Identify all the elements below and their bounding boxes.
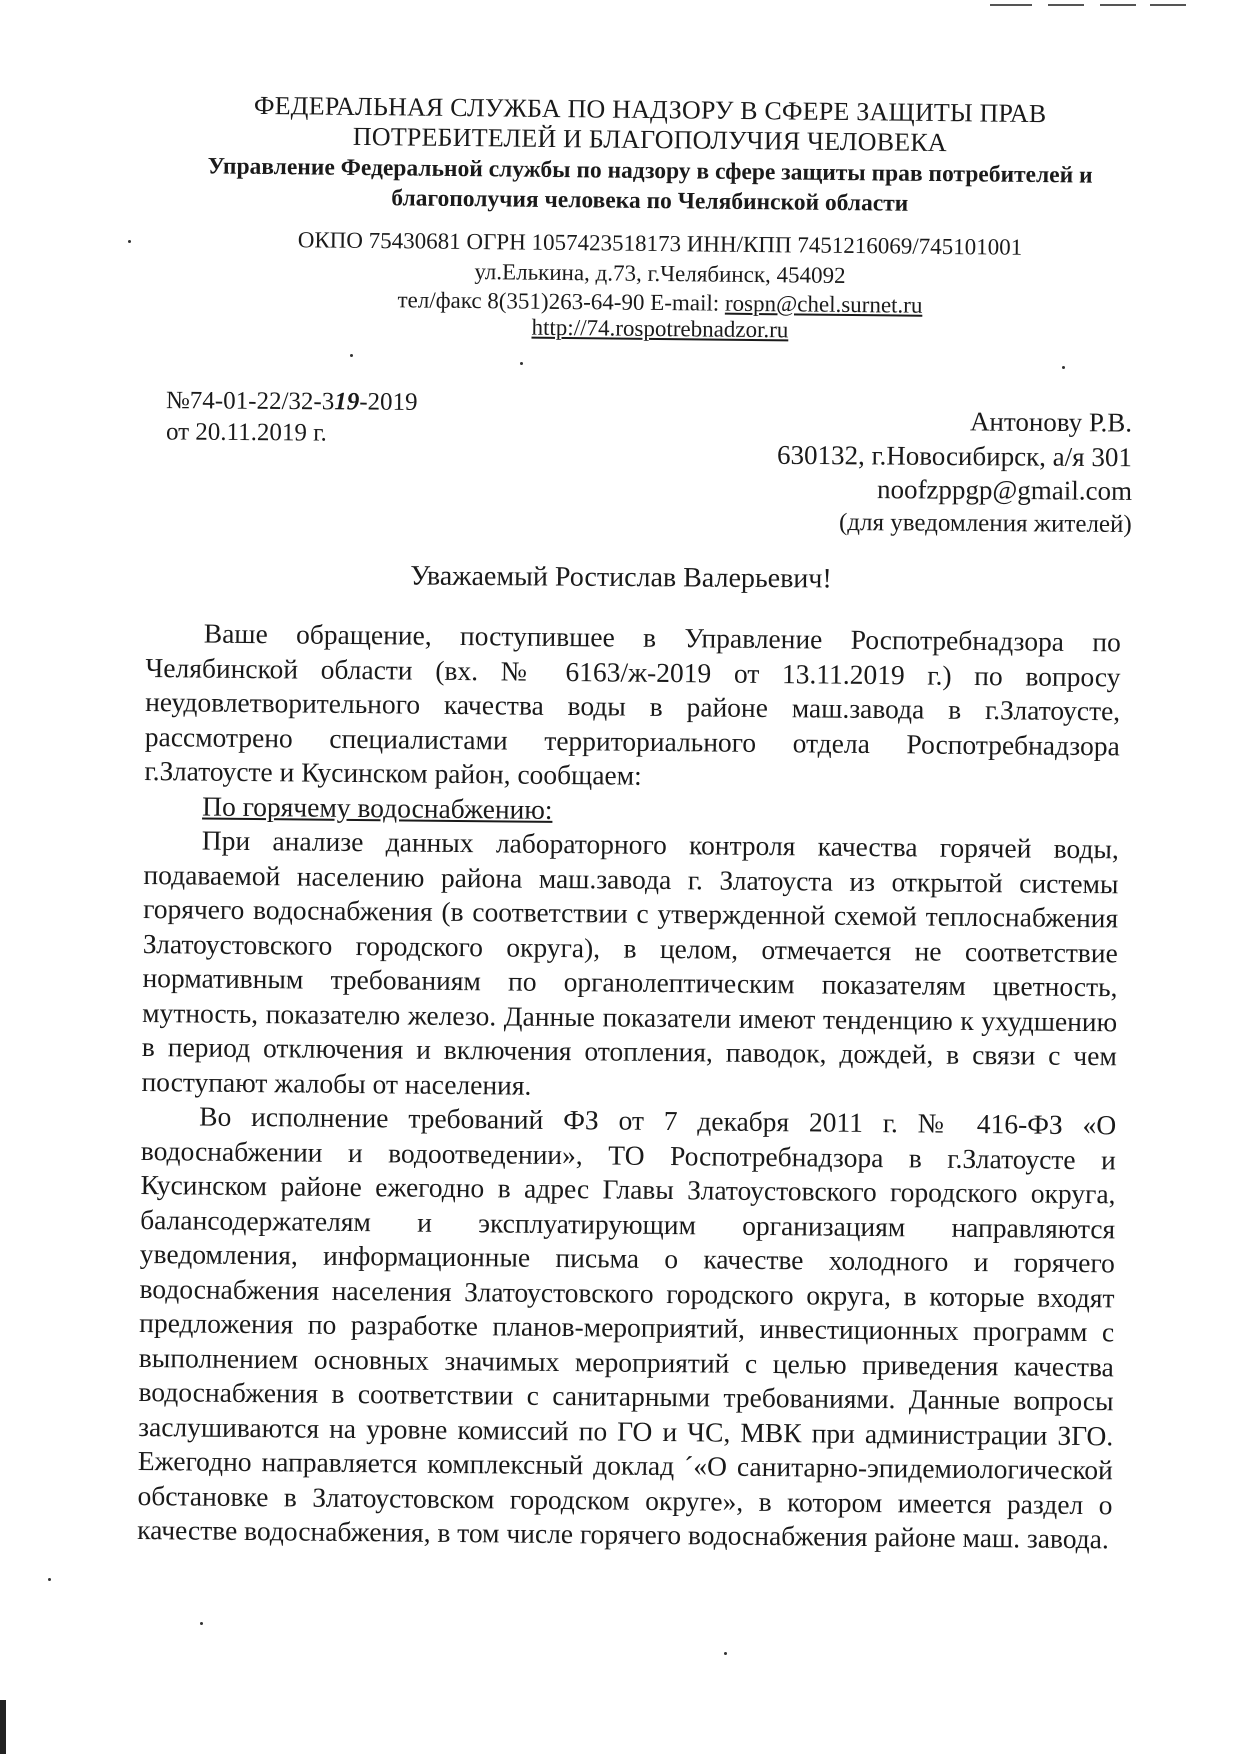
paragraph-lab-analysis: При анализе данных лабораторного контроля качества горячей воды, подаваемой населению района маш.завода г. Златоуста из открытой системы горячего водоснабжения (в соответствии с утвержденной схемой теплоснабжения Златоустовского городского округа), в целом, отмечается не соответствие нормативным требованиям по органолептическим показателям цветность, мутность, показателю железо. Данные показатели имеют тенденцию к ухудшению в период отключения и включения отопления, паводок, дождей, в связи с чем поступают жалобы от населения. xyxy=(141,824,1119,1101)
scan-speck xyxy=(350,354,353,357)
phone-fax: тел/факс 8(351)263-64-90 E-mail: xyxy=(397,287,726,316)
scan-mark-top xyxy=(1048,4,1084,6)
reference-date: от 20.11.2019 г. xyxy=(165,418,327,447)
postal-address: ул.Елькина, д.73, г.Челябинск, 454092 xyxy=(474,259,846,288)
scan-speck xyxy=(48,1578,51,1581)
scan-speck xyxy=(128,240,131,243)
scan-speck xyxy=(200,1622,203,1625)
recipient-note: (для уведомления жителей) xyxy=(839,508,1133,539)
scan-edge-bar xyxy=(0,1700,6,1754)
letter-body xyxy=(137,616,1121,1557)
agency-name: ФЕДЕРАЛЬНАЯ СЛУЖБА ПО НАДЗОРУ В СФЕРЕ ЗАЩИТЫ ПРАВ ПОТРЕБИТЕЛЕЙ И БЛАГОПОЛУЧИЯ ЧЕЛОВЕКА xyxy=(253,90,1047,158)
scan-mark-top xyxy=(1100,4,1136,6)
recipient-name: Антонову Р.В. xyxy=(969,406,1133,438)
paragraph-measures: Во исполнение требований ФЗ от 7 декабря 2011 г. № 416-ФЗ «О водоснабжении и водоотведении», ТО Роспотребнадзора в г.Златоусте и Кусинском районе ежегодно в адрес Главы Златоустовского городского округа, балансодержателям и эксплуатирующим организациям направляются уведомления, информационные письма о качестве холодного и горячего водоснабжения населения Златоустовского городского округа, в которые входят предложения по разработке планов-мероприятий, инвестиционных программ с выполнением основных значимых мероприятий с целью приведения качества водоснабжения в соответствии с санитарными требованиями. Данные вопросы заслушиваются на уровне комиссий по ГО и ЧС, МВК при администрации ЗГО. Ежегодно направляется комплексный доклад ´«О санитарно-эпидемиологической обстановке в Златоустовском городском округе», в котором имеется раздел о качестве водоснабжения, в том числе горячего водоснабжения районе маш. завода. xyxy=(137,1100,1117,1555)
recipient-address: 630132, г.Новосибирск, а/я 301 xyxy=(777,439,1133,473)
scan-mark-top xyxy=(990,4,1032,6)
scan-mark-top xyxy=(1150,4,1186,6)
salutation: Уважаемый Ростислав Валерьевич! xyxy=(410,560,832,595)
website-link[interactable]: http://74.rospotrebnadzor.ru xyxy=(531,314,789,343)
recipient-email: noofzppgp@gmail.com xyxy=(876,474,1133,506)
scan-speck xyxy=(520,362,523,365)
department-name: Управление Федеральной службы по надзору в сфере защиты прав потребителей и благополучия человека по Челябинской области xyxy=(207,153,1093,217)
reference-number: №74-01-22/32-319-2019 xyxy=(165,387,418,416)
email-link[interactable]: rospn@chel.surnet.ru xyxy=(724,290,923,318)
scan-speck xyxy=(1062,366,1065,369)
paragraph-appeal: Ваше обращение, поступившее в Управление Роспотребнадзора по Челябинской области (вх. № 6163/ж-2019 от 13.11.2019 г.) по вопросу неудовлетворительного качества воды в районе маш.завода в г.Златоусте, рассмотрено специалистами территориального отдела Роспотребнадзора г.Златоусте и Кусинском район, сообщаем: xyxy=(144,617,1121,791)
scan-speck xyxy=(724,1652,727,1655)
handwritten-number: 19 xyxy=(334,388,360,416)
registration-codes: ОКПО 75430681 ОГРН 1057423518173 ИНН/КПП 7451216069/745101001 xyxy=(297,227,1023,260)
section-heading-hot-water: По горячему водоснабжению: xyxy=(202,790,553,825)
